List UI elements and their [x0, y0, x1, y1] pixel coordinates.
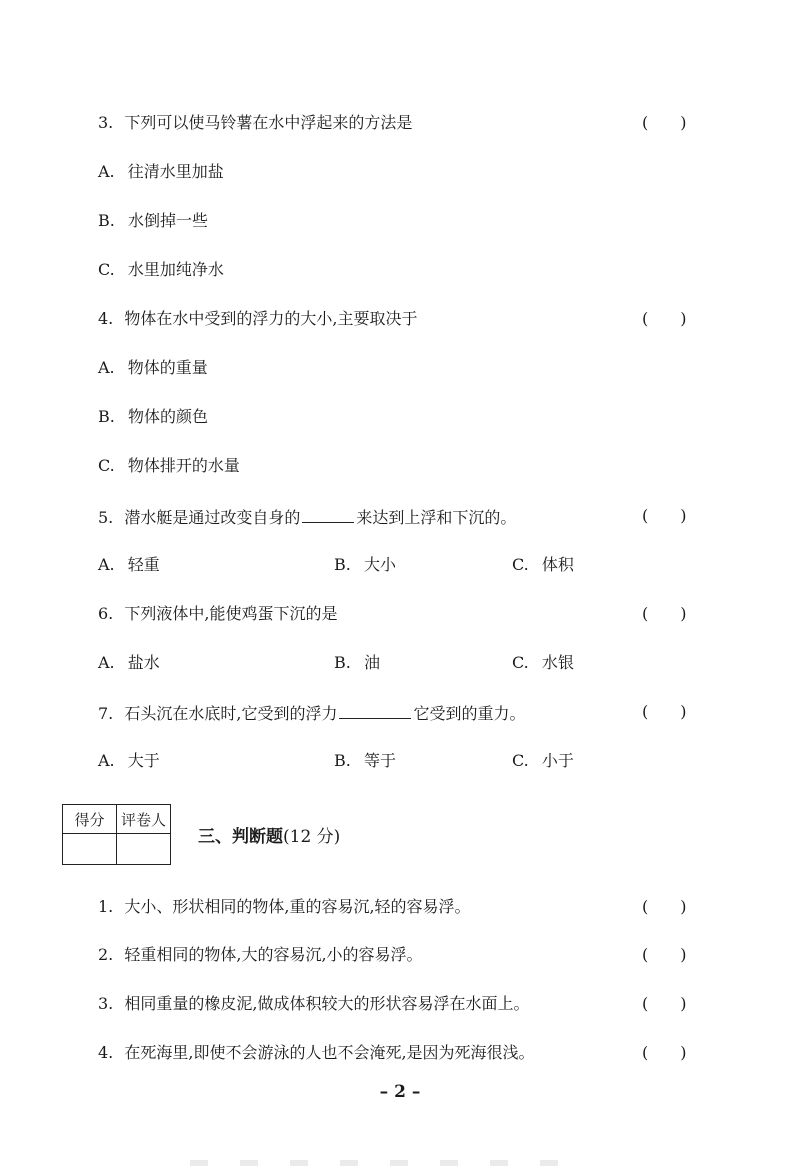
- answer-paren: ( ): [642, 113, 687, 132]
- answer-paren: ( ): [642, 309, 687, 328]
- option-label: C.: [512, 751, 529, 770]
- option-b: [98, 407, 208, 427]
- option-text: 物体的重量: [127, 358, 208, 377]
- answer-paren: ( ): [642, 506, 687, 525]
- question-text-after: 来达到上浮和下沉的。: [356, 508, 517, 527]
- option-text: 物体的颜色: [127, 407, 208, 426]
- question-number: 1.: [98, 897, 114, 916]
- question-number: 3.: [98, 994, 114, 1013]
- option-label: A.: [98, 358, 115, 377]
- option-b: [334, 751, 396, 771]
- question-7: [98, 702, 525, 724]
- judgment-1: [98, 897, 471, 917]
- question-text-after: 它受到的重力。: [413, 704, 526, 723]
- option-c: [98, 456, 240, 476]
- option-c: [512, 555, 574, 575]
- score-header: 得分: [63, 805, 117, 834]
- question-text: 下列可以使马铃薯在水中浮起来的方法是: [124, 113, 413, 132]
- grader-header: 评卷人: [117, 805, 171, 834]
- fill-blank: [302, 506, 354, 523]
- option-b: [334, 653, 380, 673]
- options-row: [98, 555, 658, 575]
- question-text: 下列液体中,能使鸡蛋下沉的是: [124, 604, 338, 623]
- option-text: 油: [363, 653, 380, 672]
- option-a: [98, 751, 160, 770]
- option-label: B.: [98, 211, 115, 230]
- question-text: 大小、形状相同的物体,重的容易沉,轻的容易浮。: [124, 897, 471, 916]
- fill-blank: [339, 702, 411, 719]
- question-number: 6.: [98, 604, 114, 623]
- question-3: [98, 113, 412, 133]
- score-box: [62, 804, 171, 865]
- bleed-through-marks: [190, 1160, 590, 1166]
- option-a: [98, 162, 224, 182]
- grader-cell[interactable]: [117, 834, 171, 865]
- judgment-4: [98, 1043, 535, 1063]
- option-text: 盐水: [127, 653, 160, 672]
- option-c: [512, 751, 574, 771]
- option-label: B.: [334, 555, 351, 574]
- question-number: 3.: [98, 113, 114, 132]
- option-text: 水倒掉一些: [127, 211, 208, 230]
- question-5: [98, 506, 516, 528]
- option-a: [98, 555, 160, 574]
- section-title: [198, 822, 340, 847]
- answer-paren: ( ): [642, 945, 687, 964]
- question-text-before: 潜水艇是通过改变自身的: [124, 508, 301, 527]
- option-text: 水里加纯净水: [127, 260, 224, 279]
- judgment-3: [98, 994, 529, 1014]
- option-text: 等于: [363, 751, 396, 770]
- option-label: B.: [334, 653, 351, 672]
- option-c: [98, 260, 224, 280]
- answer-paren: ( ): [642, 994, 687, 1013]
- section-points: (12 分): [283, 827, 341, 847]
- option-a: [98, 653, 160, 672]
- option-text: 往清水里加盐: [127, 162, 224, 181]
- page-number: – 2 –: [379, 1082, 421, 1102]
- question-number: 4.: [98, 309, 114, 328]
- option-a: [98, 358, 208, 378]
- option-label: A.: [98, 555, 115, 574]
- question-number: 4.: [98, 1043, 114, 1062]
- option-label: A.: [98, 653, 115, 672]
- question-text: 在死海里,即使不会游泳的人也不会淹死,是因为死海很浅。: [124, 1043, 535, 1062]
- score-cell[interactable]: [63, 834, 117, 865]
- question-number: 5.: [98, 508, 114, 527]
- option-label: C.: [98, 260, 115, 279]
- option-label: C.: [512, 653, 529, 672]
- option-label: B.: [98, 407, 115, 426]
- option-label: A.: [98, 162, 115, 181]
- option-text: 大于: [127, 751, 160, 770]
- option-label: A.: [98, 751, 115, 770]
- option-text: 物体排开的水量: [127, 456, 240, 475]
- question-text-before: 石头沉在水底时,它受到的浮力: [124, 704, 338, 723]
- options-row: [98, 653, 658, 673]
- question-text: 轻重相同的物体,大的容易沉,小的容易浮。: [124, 945, 423, 964]
- answer-paren: ( ): [642, 702, 687, 721]
- question-number: 7.: [98, 704, 114, 723]
- option-b: [98, 211, 208, 231]
- option-text: 体积: [541, 555, 574, 574]
- question-number: 2.: [98, 945, 114, 964]
- option-label: C.: [512, 555, 529, 574]
- answer-paren: ( ): [642, 1043, 687, 1062]
- question-4: [98, 309, 417, 329]
- option-label: C.: [98, 456, 115, 475]
- section-title-text: 三、判断题: [198, 827, 283, 847]
- question-text: 物体在水中受到的浮力的大小,主要取决于: [124, 309, 418, 328]
- option-label: B.: [334, 751, 351, 770]
- option-c: [512, 653, 574, 673]
- question-text: 相同重量的橡皮泥,做成体积较大的形状容易浮在水面上。: [124, 994, 530, 1013]
- answer-paren: ( ): [642, 897, 687, 916]
- option-b: [334, 555, 396, 575]
- question-6: [98, 604, 337, 624]
- option-text: 轻重: [127, 555, 160, 574]
- options-row: [98, 751, 658, 771]
- answer-paren: ( ): [642, 604, 687, 623]
- option-text: 水银: [541, 653, 574, 672]
- option-text: 大小: [363, 555, 396, 574]
- judgment-2: [98, 945, 423, 965]
- option-text: 小于: [541, 751, 574, 770]
